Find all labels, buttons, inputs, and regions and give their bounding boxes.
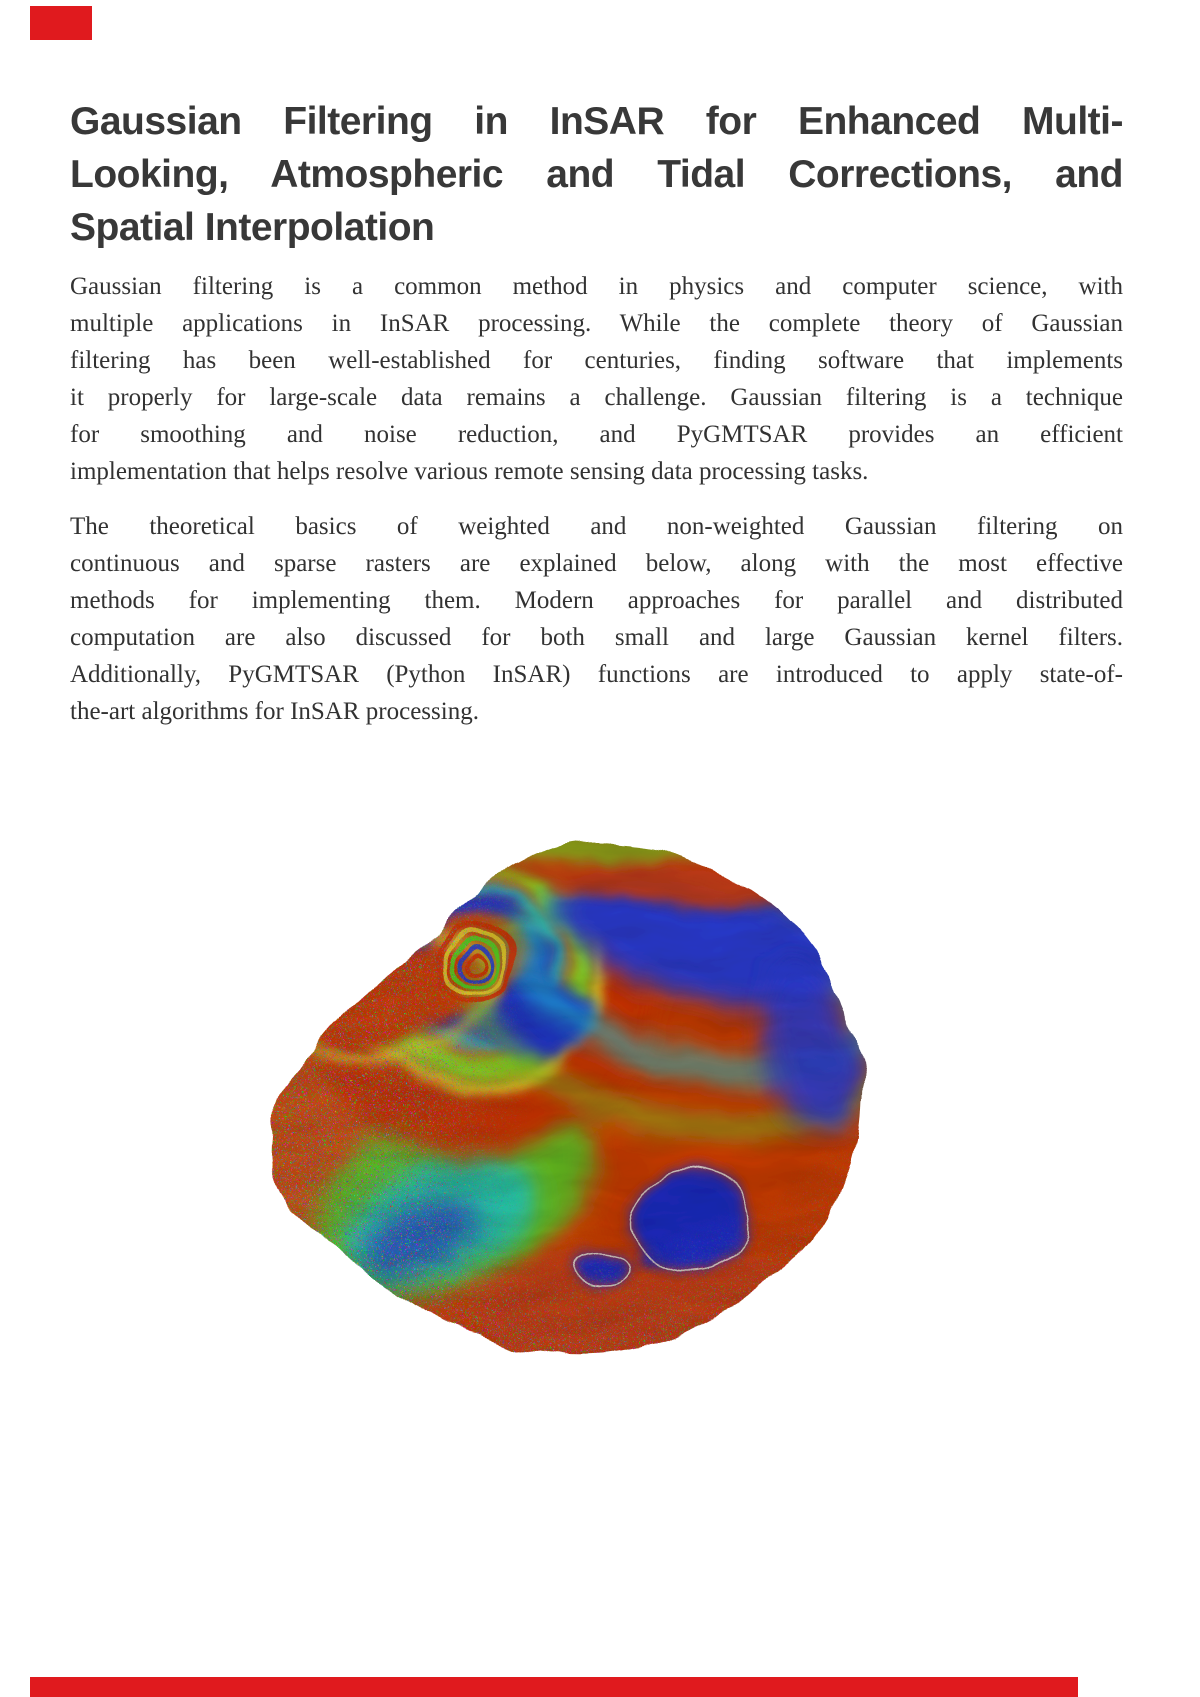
paragraph-line: Gaussian filtering is a common method in physics and computer science, with	[70, 273, 1123, 300]
article-heading	[70, 95, 1123, 254]
paragraph-line: for smoothing and noise reduction, and PyGMTSAR provides an efficient	[70, 421, 1123, 448]
paragraph-line: it properly for large-scale data remains a challenge. Gaussian filtering is a technique	[70, 384, 1123, 411]
interferogram-blob	[250, 833, 870, 1363]
insar-interferogram-figure	[250, 833, 870, 1363]
paragraph-line: Additionally, PyGMTSAR (Python InSAR) functions are introduced to apply state-of-	[70, 661, 1123, 688]
heading-line: Gaussian Filtering in InSAR for Enhanced Multi-	[70, 100, 1123, 143]
paragraph-line: methods for implementing them. Modern approaches for parallel and distributed	[70, 587, 1123, 614]
paragraph-line: the-art algorithms for InSAR processing.	[70, 698, 479, 725]
paragraph-1	[70, 268, 1123, 490]
speckle-noise	[250, 833, 870, 1363]
paragraph-line: filtering has been well-established for centuries, finding software that implements	[70, 347, 1123, 374]
paragraph-line: continuous and sparse rasters are explained below, along with the most effective	[70, 550, 1123, 577]
paragraph-line: multiple applications in InSAR processing. While the complete theory of Gaussian	[70, 310, 1123, 337]
paragraph-line: The theoretical basics of weighted and non-weighted Gaussian filtering on	[70, 513, 1123, 540]
heading-line: Looking, Atmospheric and Tidal Corrections, and	[70, 153, 1123, 196]
red-bottom-bar	[30, 1677, 1078, 1697]
paragraph-line: implementation that helps resolve various remote sensing data processing tasks.	[70, 458, 869, 485]
heading-line: Spatial Interpolation	[70, 206, 435, 249]
red-corner-block	[30, 6, 92, 40]
paragraph-line: computation are also discussed for both small and large Gaussian kernel filters.	[70, 624, 1123, 651]
paragraph-2	[70, 508, 1123, 730]
